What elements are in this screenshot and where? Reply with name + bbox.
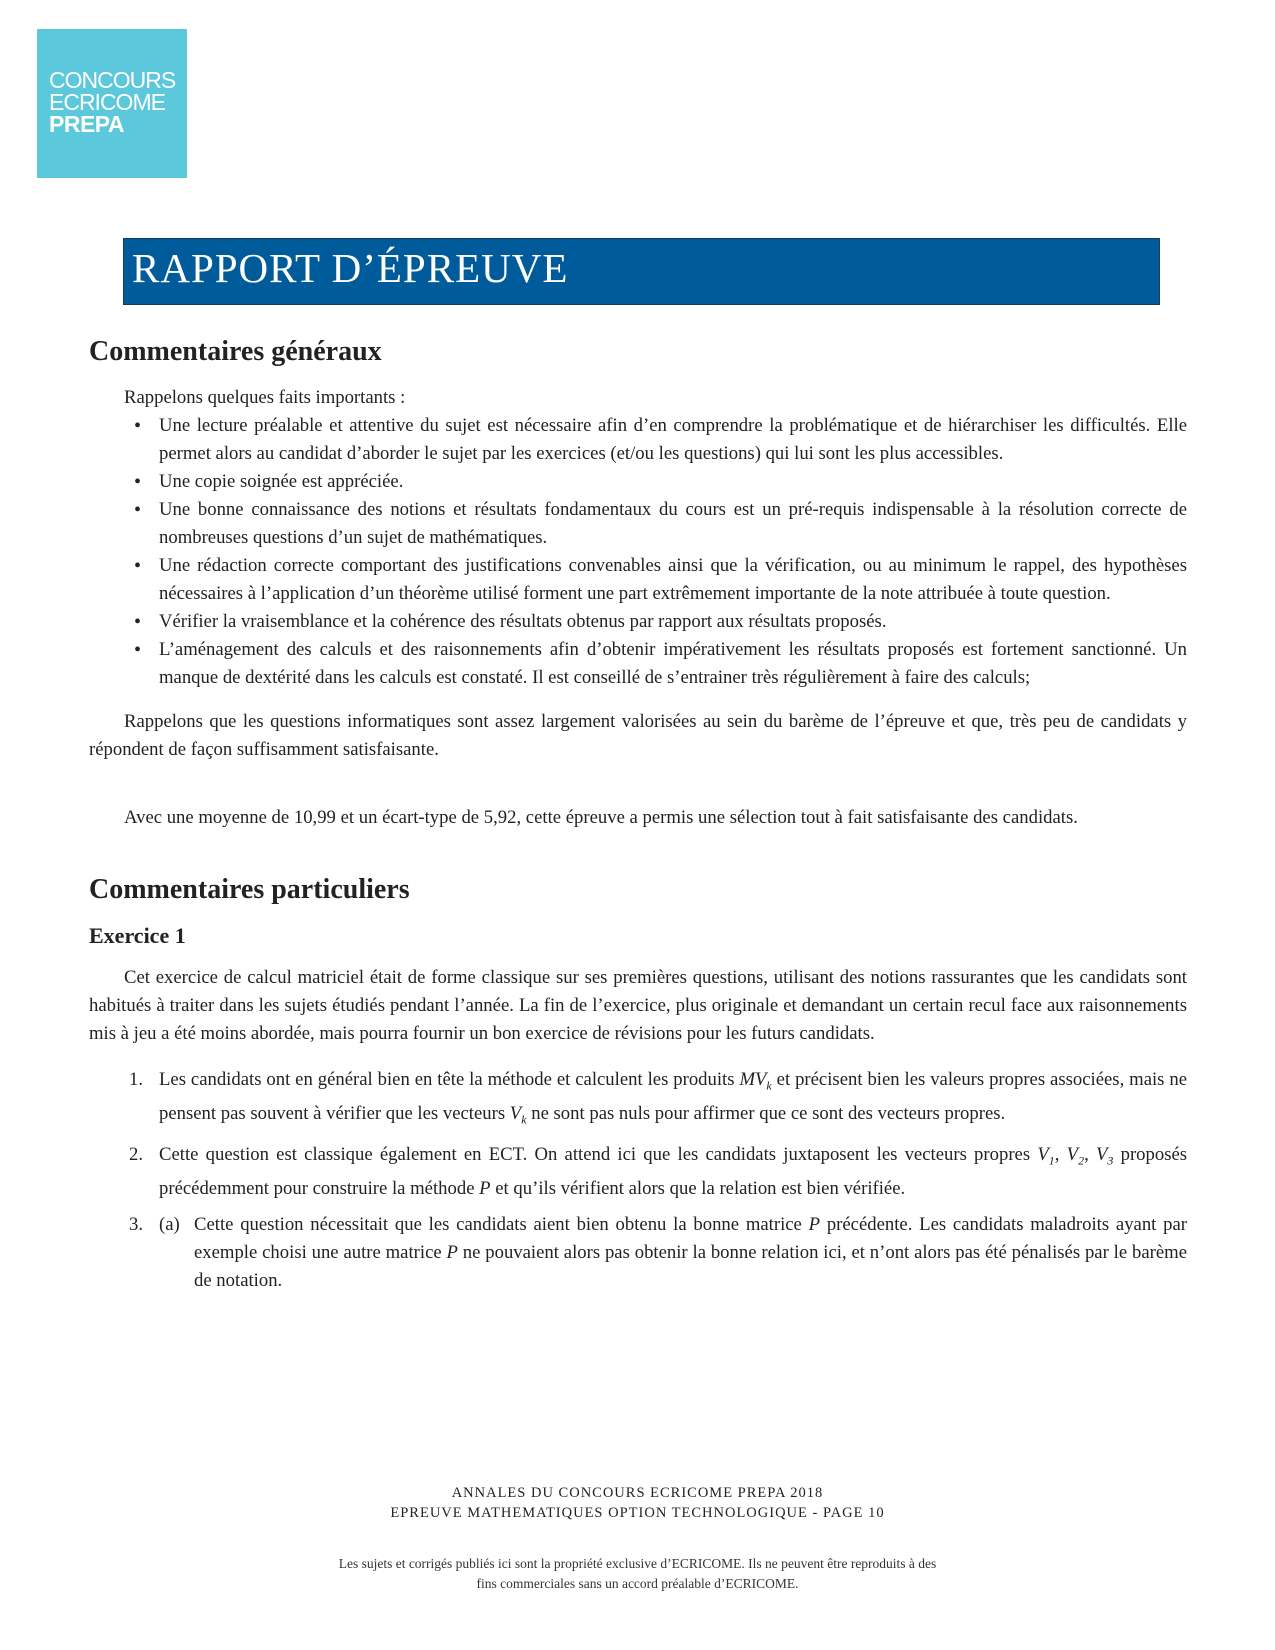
exercise-1-question-list — [89, 1066, 1187, 1295]
general-comments-heading: Commentaires généraux — [89, 336, 382, 367]
footer-copyright-line1: Les sujets et corrigés publiés ici sont la propriété exclusive d’ECRICOME. Ils ne peuvent être reproduits à des — [338, 1556, 937, 1571]
logo-line-concours: CONCOURS — [49, 67, 176, 93]
q1-math-mv: MV — [739, 1069, 767, 1090]
q2-text-c: et qu’ils vérifient alors que la relation est bien vérifiée. — [495, 1178, 906, 1200]
q3a-math-p2: P — [446, 1242, 458, 1264]
question-1 — [129, 1066, 1188, 1133]
question-2: 2. Cette question est classique également en ECT. On attend ici que les candidats juxtaposent les vecteurs propres $V_1$, $V_2$, $V_3$ proposés précédemment pour construire la méthode P et qu’ils vérifient alors que la relation est bien vérifiée. — [159, 1141, 1187, 1203]
page-copyright — [0, 1554, 1275, 1594]
q1-math-mvk — [739, 1069, 772, 1093]
footer-line-annales: ANNALES DU CONCOURS ECRICOME PREPA 2018 — [451, 1485, 824, 1501]
exercise-1-title: Exercice 1 — [89, 923, 186, 948]
bullet-item: • Une lecture préalable et attentive du sujet est nécessaire afin d’en comprendre la problématique et de hiérarchiser les difficultés. Elle permet alors au candidat d’aborder le sujet par les exercices (et/ou les questions) qui lui sont les plus accessibles. — [159, 412, 1187, 468]
footer-line-epreuve: EPREUVE MATHEMATIQUES OPTION TECHNOLOGIQUE - PAGE 10 — [390, 1505, 885, 1521]
exercise-1-intro: Cet exercice de calcul matriciel était de forme classique sur ses premières questions, utilisant des notions rassurantes que les candidats sont habitués à traiter dans les sujets étudiés pendant l’année. La fin de l’exercice, plus originale et demandant un certain recul face aux raisonnements mis à jeu a été moins abordée, mais pourra fournir un bon exercice de révisions pour les futurs candidats. — [89, 967, 1187, 1044]
question-number: 2. — [129, 1144, 144, 1166]
q2-math-p: P — [479, 1178, 491, 1200]
q1-text-c: ne sont pas nuls pour affirmer que ce sont des vecteurs propres. — [531, 1102, 1006, 1124]
q1-math-sub: k — [766, 1078, 772, 1093]
q2-v1-sub: 1 — [1048, 1154, 1055, 1169]
q1-math-sub2: k — [521, 1112, 527, 1127]
q2-v3-sub: 3 — [1107, 1154, 1114, 1169]
q3a-text-a: Cette question nécessitait que les candidats aient bien obtenu la bonne matrice — [194, 1214, 802, 1236]
q1-math-v: V — [509, 1102, 522, 1124]
q2-math-vectors — [1037, 1144, 1055, 1169]
bullet-item: • Vérifier la vraisemblance et la cohérence des résultats obtenus par rapport aux résultats proposés. — [159, 608, 1187, 636]
bullet-item: • Une bonne connaissance des notions et résultats fondamentaux du cours est un pré-requis indispensable à la résolution correcte de nombreuses questions d’un sujet de mathématiques. — [159, 496, 1187, 552]
footer-copyright-line2: fins commerciales sans un accord préalable d’ECRICOME. — [476, 1576, 799, 1591]
bullet-item: • Une rédaction correcte comportant des justifications convenables ainsi que la vérification, ou au minimum le rappel, des hypothèses nécessaires à l’application d’un théorème utilisé forment une part extrêmement importante de la note attribuée à toute question. — [159, 552, 1187, 608]
bullet-item: • Une copie soignée est appréciée. — [159, 468, 1187, 496]
q3a-text-b: précédente. Les candidats maladroits ayant par exemple choisi une autre matrice — [194, 1214, 1187, 1264]
particular-comments-heading: Commentaires particuliers — [89, 874, 410, 905]
ecricome-logo — [37, 29, 187, 178]
subquestion-label: (a) — [159, 1214, 180, 1236]
q2-math-v3: $V_3$ — [1095, 1144, 1114, 1169]
question-number: 3. — [129, 1214, 144, 1236]
q2-v: V — [1037, 1144, 1049, 1166]
page-footer — [0, 1483, 1275, 1523]
q3a-math-p1: P — [808, 1214, 821, 1236]
statistics-paragraph: Avec une moyenne de 10,99 et un écart-type de 5,92, cette épreuve a permis une sélection tout à fait satisfaisante des candidats. — [124, 807, 1078, 828]
q1-text-a: Les candidats ont en général bien en tête la méthode et calculent les produits — [159, 1069, 735, 1090]
informatics-paragraph: Rappelons que les questions informatiques sont assez largement valorisées au sein du barème de l’épreuve et que, très peu de candidats y répondent de façon suffisamment satisfaisante. — [89, 711, 1187, 760]
q1-text-b: et précisent bien les valeurs propres associées, mais ne pensent pas souvent à vérifier que les vecteurs — [159, 1069, 1188, 1124]
logo-line-ecricome: ECRICOME — [49, 89, 165, 115]
general-bullet-list — [89, 412, 1187, 692]
question-3a — [129, 1211, 1187, 1295]
general-intro: Rappelons quelques faits importants : — [124, 387, 406, 408]
q2-text-b: proposés précédemment pour construire la méthode — [159, 1144, 1188, 1200]
question-number: 1. — [129, 1069, 144, 1090]
bullet-item: • L’aménagement des calculs et des raisonnements afin d’obtenir impérativement les résultats proposés est fortement sanctionné. Un manque de dextérité dans les calculs est constaté. Il est conseillé de s’entrainer très régulièrement à faire des calculs; — [159, 636, 1187, 692]
q1-math-vk — [509, 1102, 527, 1127]
q3a-text-c: ne pouvaient alors pas obtenir la bonne relation ici, et n’ont alors pas été pénalisés par le barème de notation. — [194, 1242, 1187, 1292]
q2-text-a: Cette question est classique également en ECT. On attend ici que les candidats juxtaposent les vecteurs propres — [159, 1144, 1031, 1166]
logo-line-prepa: PREPA — [49, 111, 125, 137]
report-title-banner: RAPPORT D’ÉPREUVE — [123, 238, 1160, 305]
q2-v2-sub: 2 — [1078, 1154, 1085, 1169]
report-body — [89, 328, 1187, 1303]
q2-math-v2: $V_2$ — [1066, 1144, 1085, 1169]
